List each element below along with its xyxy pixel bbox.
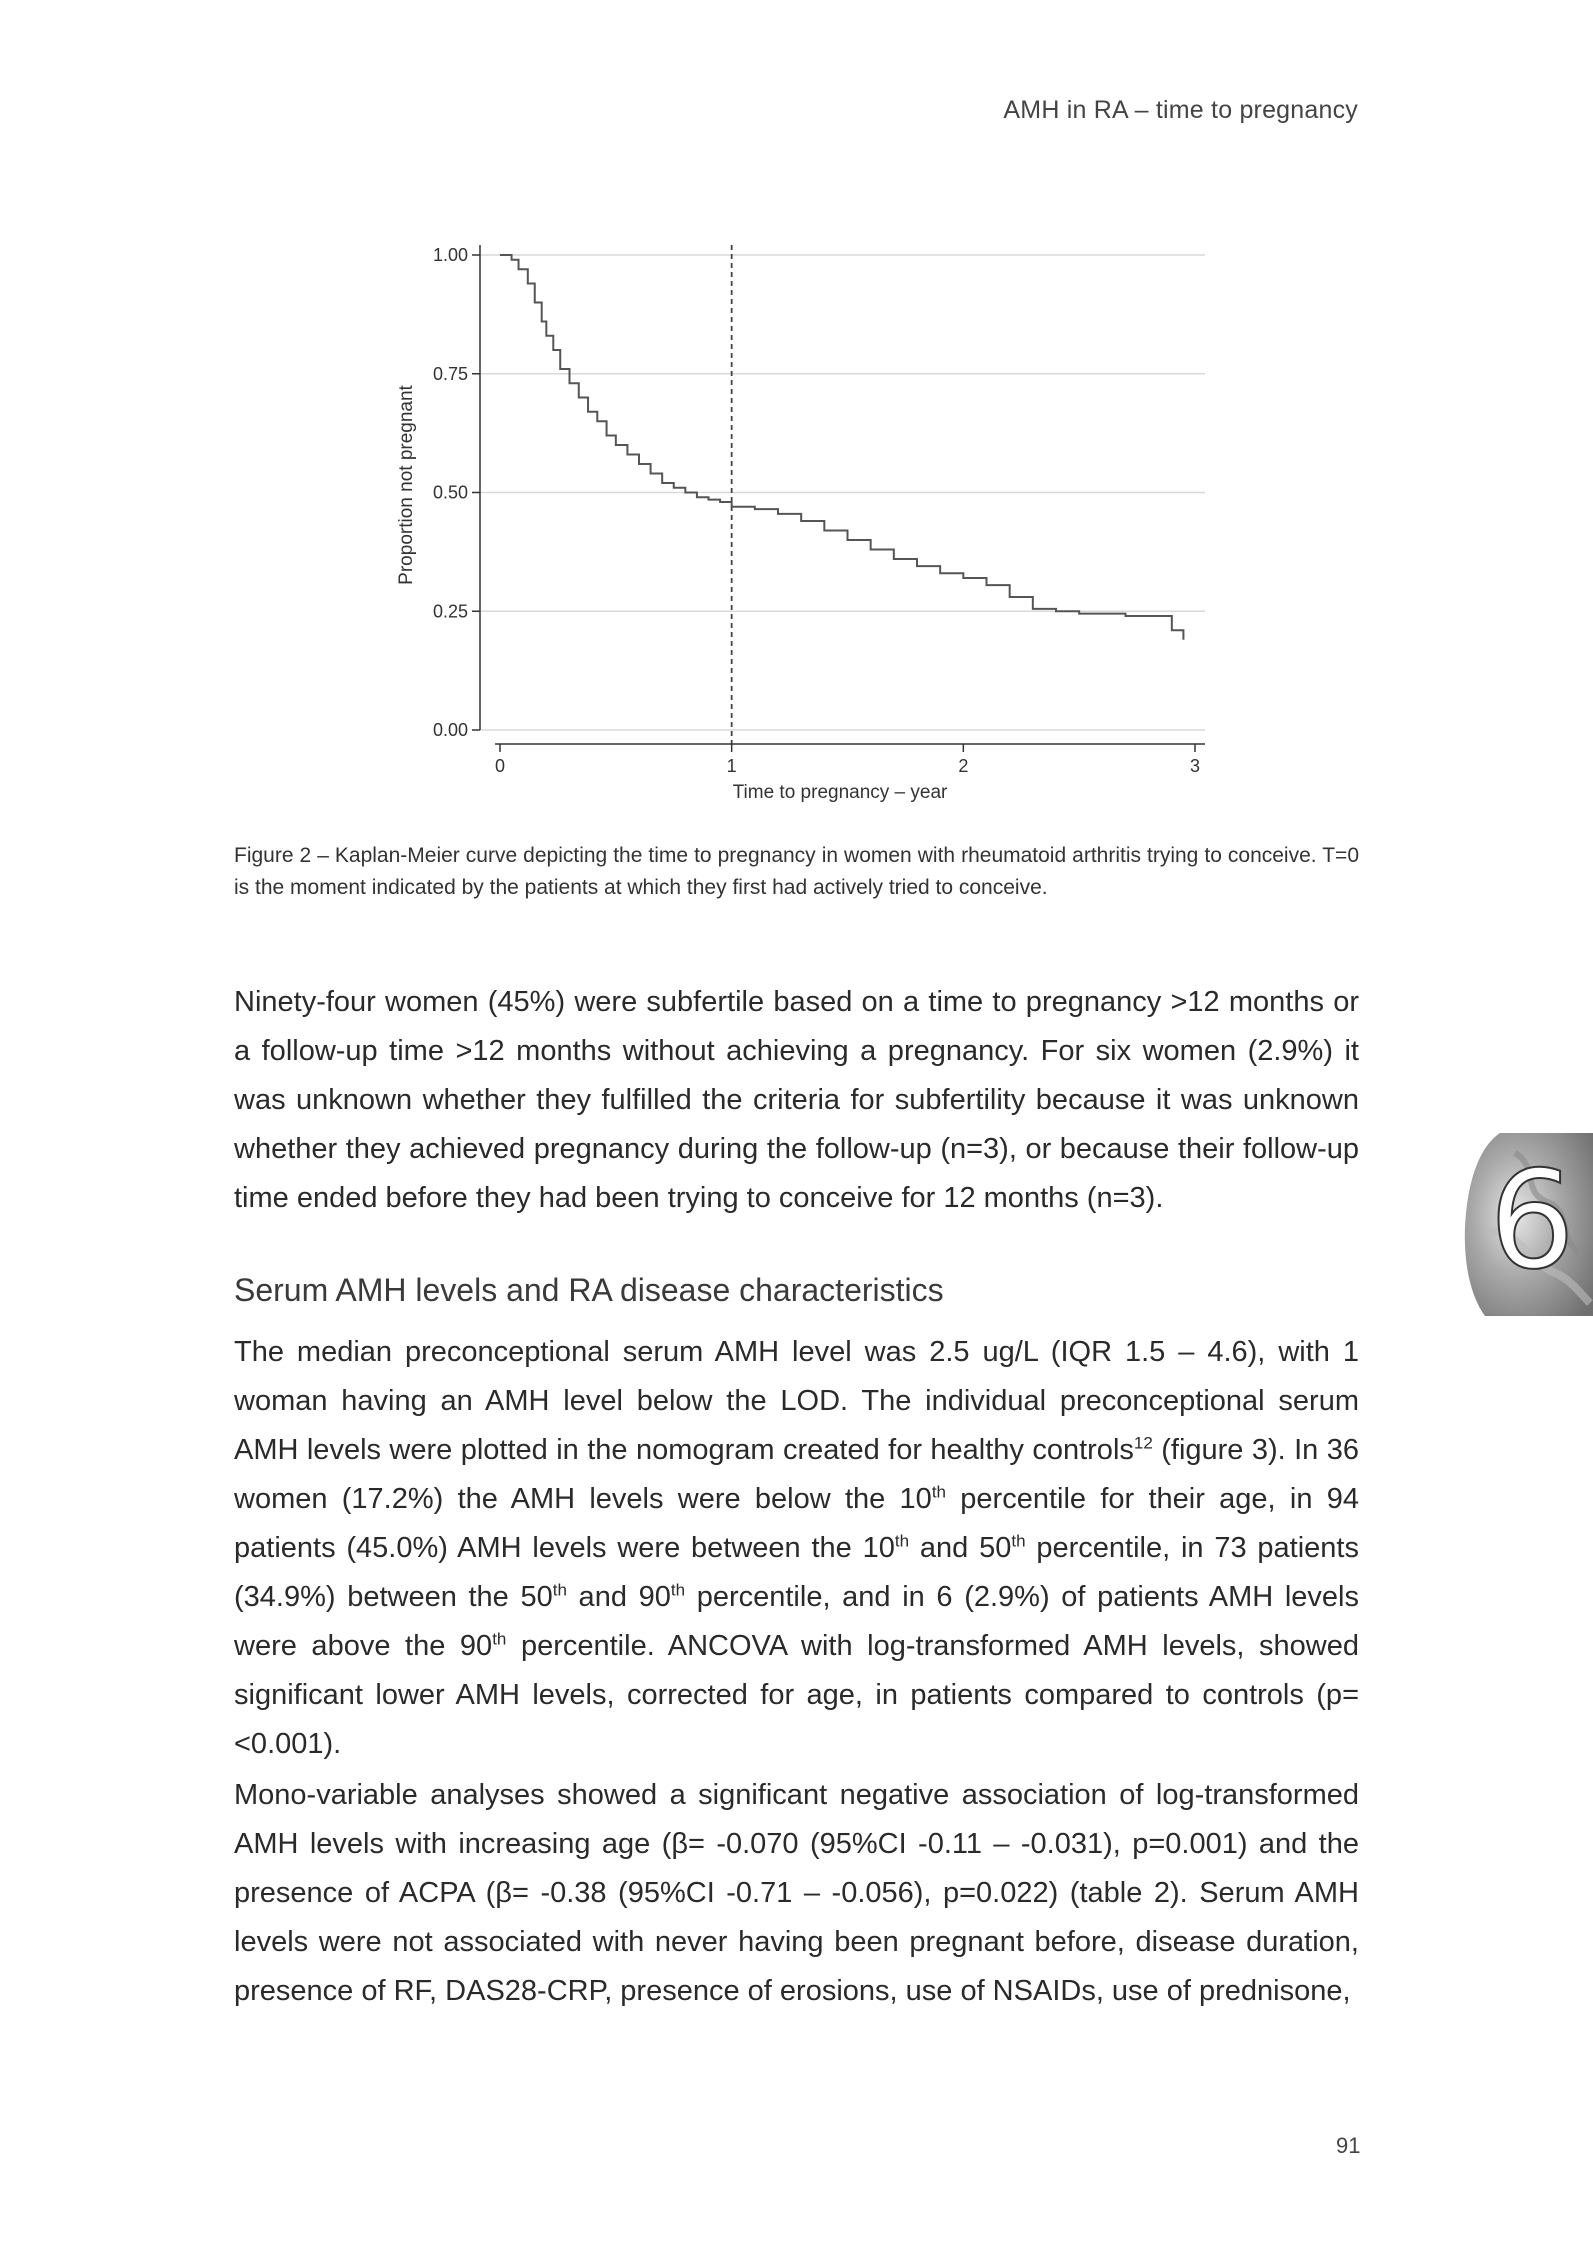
text-run: and 50 — [909, 1532, 1012, 1564]
x-tick-label: 0 — [494, 756, 506, 776]
ordinal-superscript: th — [1011, 1531, 1026, 1551]
ordinal-superscript: th — [670, 1580, 686, 1600]
text-run: percentile. ANCOVA with log-transformed AMH levels, showed significant lower AMH levels, corrected for age, in patients compared to controls (p=<0.001). — [234, 1630, 1359, 1760]
x-axis-label: Time to pregnancy – year — [732, 782, 948, 803]
x-tick-label: 3 — [1189, 756, 1201, 776]
y-tick-label: 0.25 — [432, 601, 468, 622]
figure-caption: Figure 2 – Kaplan-Meier curve depicting the time to pregnancy in women with rheumatoid arthritis trying to conceive. T=0 is the moment indicated by the patients at which they first had actively tried to conceive. — [234, 844, 1359, 899]
paragraph-subfertility: Ninety-four women (45%) were subfertile based on a time to pregnancy >12 months or a follow-up time >12 months without achieving a pregnancy. For six women (2.9%) it was unknown whether they fulfilled the criteria for subfertility because it was unknown whether they achieved pregnancy during the follow-up (n=3), or because their follow-up time ended before they had been trying to conceive for 12 months (n=3). — [234, 986, 1359, 1214]
chapter-number: 6 — [1489, 1142, 1575, 1299]
x-tick-label: 2 — [958, 756, 969, 776]
chart-gridlines — [480, 255, 1205, 730]
y-tick-label: 0.00 — [432, 720, 468, 740]
kaplan-meier-chart — [390, 220, 1230, 820]
y-tick-label: 0.75 — [432, 363, 468, 384]
text-run: (figure 3). In 36 women (17.2%) the AMH levels were below the 10 — [234, 1434, 1359, 1515]
survival-curve — [500, 255, 1183, 640]
text-run: percentile, and in 6 (2.9%) of patients AMH levels were above the 90 — [234, 1581, 1359, 1662]
y-tick-label: 1.00 — [432, 245, 468, 265]
text-run: and 90 — [566, 1581, 671, 1613]
text-run: percentile, in 73 patients (34.9%) between the 50 — [234, 1532, 1359, 1613]
ordinal-superscript: th — [894, 1531, 910, 1551]
ordinal-superscript: th — [552, 1580, 567, 1600]
page-number: 91 — [1336, 2133, 1361, 2158]
paragraph-mono-variable: Mono-variable analyses showed a significant negative association of log-transformed AMH levels with increasing age (β= -0.070 (95%CI -0.11 – -0.031), p=0.001) and the presence of ACPA (β= -0.38 (95%CI -0.71 – -0.056), p=0.022) (table 2). Serum AMH levels were not associated with never having been pregnant before, disease duration, presence of RF, DAS28-CRP, presence of erosions, use of NSAIDs, use of prednisone, — [234, 1779, 1359, 2007]
text-run: The median preconceptional serum AMH level was 2.5 ug/L (IQR 1.5 – 4.6), with 1 woman having an AMH level below the LOD. The individual preconceptional serum AMH levels were plotted in the nomogram created for healthy controls — [234, 1336, 1359, 1466]
chart-curve — [500, 255, 1183, 640]
y-axis-label: Proportion not pregnant — [396, 385, 417, 585]
y-tick-label: 0.50 — [432, 482, 468, 503]
running-header: AMH in RA – time to pregnancy — [1003, 96, 1358, 124]
reference-superscript: 12 — [1133, 1433, 1153, 1453]
paragraph-amh-levels — [234, 1328, 1359, 1769]
chapter-tab — [1460, 1133, 1593, 1316]
text-run: percentile for their age, in 94 patients (45.0%) AMH levels were between the 10 — [234, 1483, 1360, 1564]
chart-axes — [433, 245, 1205, 776]
ordinal-superscript: th — [931, 1482, 947, 1502]
x-tick-label: 1 — [726, 756, 737, 776]
ordinal-superscript: th — [492, 1629, 507, 1649]
section-heading: Serum AMH levels and RA disease characteristics — [234, 1272, 944, 1308]
